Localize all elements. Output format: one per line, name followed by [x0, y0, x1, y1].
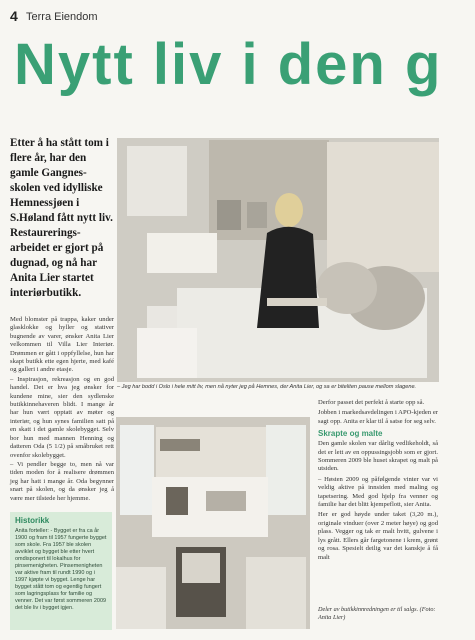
shop-interior-photo [116, 417, 310, 629]
photo-caption: Deler av butikkinnredningen er til salgs. (Foto: Anita Lier) [318, 606, 436, 621]
shop-interior-photo [117, 138, 439, 382]
history-title: Historikk [15, 516, 50, 525]
paragraph: Her er god høyde under taket (3,20 m.), originale vinduer (over 2 meter høye) og god plass. Vegger og tak er malt hvitt, gulvene i lys grått. Ellers går fargetonene i krem, grønt og rosa. Spesielt deilig var det kanskje å få malt [318, 511, 438, 561]
article-column-1 [10, 316, 114, 504]
paragraph: Med blomster på trappa, kaker under glasklokke og hyller og stativer bugnende av varer, ønsker Anita Lier velkommen til Villa Lier Interiør. Drømmen er gått i oppfyllelse, hun har skapt butikk ette egen hjerte, med kafé og galleri i andre etasje. [10, 316, 114, 374]
paragraph: Den gamle skolen var dårlig vedlikeholdt, så det er lett av en oppussingsjobb som er gjort. Sommeren 2009 ble huset skrapet og malt på utsiden. [318, 440, 438, 473]
paragraph: Jobben i markedsavdelingen i APO-kjeden er sagt opp. Anita er klar til å satse for seg selv. [318, 409, 438, 425]
paragraph: – Høsten 2009 og påfølgende vinter var vi veldig aktive på innsiden med maling og tapetsering. Med god hjelp fra venner og familie har det blitt kjempeflott, sier Anita. [318, 475, 438, 509]
paragraph: – Inspirasjon, rekreasjon og en god handel. Det er hva jeg ønsker for kundene mine, sier den sydlenske butikkinnehaveren blidt. I mange år har hun vært opptatt av møter og interiør, og hun synes familien satt på en skatt i det gamle skolebygget. Selv bor hun med mannen Henning og datteren Oda (5 1/2) på småbruket rett ovenfor skolebygget. [10, 375, 114, 459]
photo-illustration [116, 417, 310, 629]
photo-illustration [117, 138, 439, 382]
headline: Nytt liv i den g [14, 32, 443, 97]
history-box [10, 512, 112, 630]
history-text: Anita forteller: - Bygget er fra ca år 1900 og fram til 1957 fungerte bygget som skole. Fra 1957 ble skolen avviklet og bygget ble etter hvert omdisponert til lokalhus for pinsemenigheten. Pinsemenigheten var aktive fram til rundt 1990 og i 1997 kjøpte vi bygget. Lenge har bygget stått tom og egentlig fungert som lagringsplass for familie og venner. Det var først sommeren 2009 det ble liv i bygget igjen. [15, 528, 107, 611]
section-title: Terra Eiendom [26, 11, 98, 23]
lede: Etter å ha stått tom i flere år, har den gamle Gangnes-skolen ved idylliske Hemnessjøen i S.Høland fått nytt liv. Restaurerings-arbeidet er gjort på dugnad, og nå har Anita Lier startet interiørbutikk. [10, 137, 113, 299]
subheading: Skrapte og malte [318, 429, 383, 439]
page-number: 4 [10, 8, 18, 24]
article-column-3 [318, 399, 438, 564]
photo-caption: – Jeg har bodd i Oslo i hele mitt liv, men nå nyter jeg på Hemnes, der Anita Lier, og sa er biteliten pause mellom slagene. [117, 384, 417, 390]
paragraph: Derfor passet det perfekt å starte opp så. [318, 399, 425, 406]
paragraph: – Vi pendler begge to, men nå var tiden moden for å realisere drømmen jeg har hatt i mange år. Oda begynner snart på skolen, og da ønsker jeg å være mer tilstede her hjemme. [10, 460, 114, 502]
